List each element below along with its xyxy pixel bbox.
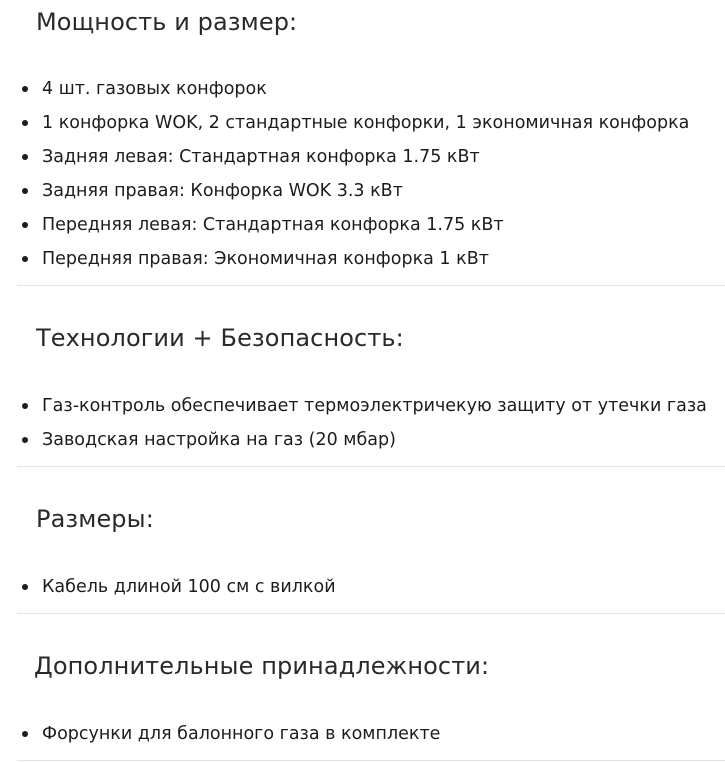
list-item-text: 4 шт. газовых конфорок [42,79,267,99]
bullet-icon [22,437,28,443]
section-title: Размеры: [36,505,154,533]
bullet-icon [22,188,28,194]
feature-list [17,389,707,457]
list-item [17,242,689,276]
bullet-icon [22,154,28,160]
section-title: Мощность и размер: [36,8,298,36]
feature-list [17,72,689,276]
list-item [17,570,336,604]
list-item-text: 1 конфорка WOK, 2 стандартные конфорки, 1 экономичная конфорка [42,113,690,133]
list-item [17,389,707,423]
list-item-text: Заводская настройка на газ (20 мбар) [42,430,396,450]
bullet-icon [22,222,28,228]
list-item-text: Газ-контроль обеспечивает термоэлектричекую защиту от утечки газа [42,396,707,416]
feature-list [17,717,440,751]
list-item-text: Форсунки для балонного газа в комплекте [42,724,441,744]
list-item [17,174,689,208]
list-item-text: Передняя правая: Экономичная конфорка 1 кВт [42,249,489,269]
feature-list [17,570,336,604]
section-accessories [17,614,725,761]
list-item [17,423,707,457]
bullet-icon [22,731,28,737]
list-item [17,717,440,751]
list-item-text: Задняя левая: Стандартная конфорка 1.75 кВт [42,147,480,167]
list-item [17,208,689,242]
list-item [17,72,689,106]
list-item-text: Кабель длиной 100 см с вилкой [42,577,336,597]
section-dimensions [17,467,725,614]
section-power-and-size [17,0,725,286]
section-technology-safety [17,286,725,467]
bullet-icon [22,584,28,590]
section-title: Дополнительные принадлежности: [34,652,490,680]
list-item [17,140,689,174]
bullet-icon [22,256,28,262]
list-item-text: Задняя правая: Конфорка WOK 3.3 кВт [42,181,403,201]
bullet-icon [22,403,28,409]
list-item-text: Передняя левая: Стандартная конфорка 1.75 кВт [42,215,504,235]
section-title: Технологии + Безопасность: [36,324,404,352]
bullet-icon [22,120,28,126]
list-item [17,106,689,140]
bullet-icon [22,86,28,92]
